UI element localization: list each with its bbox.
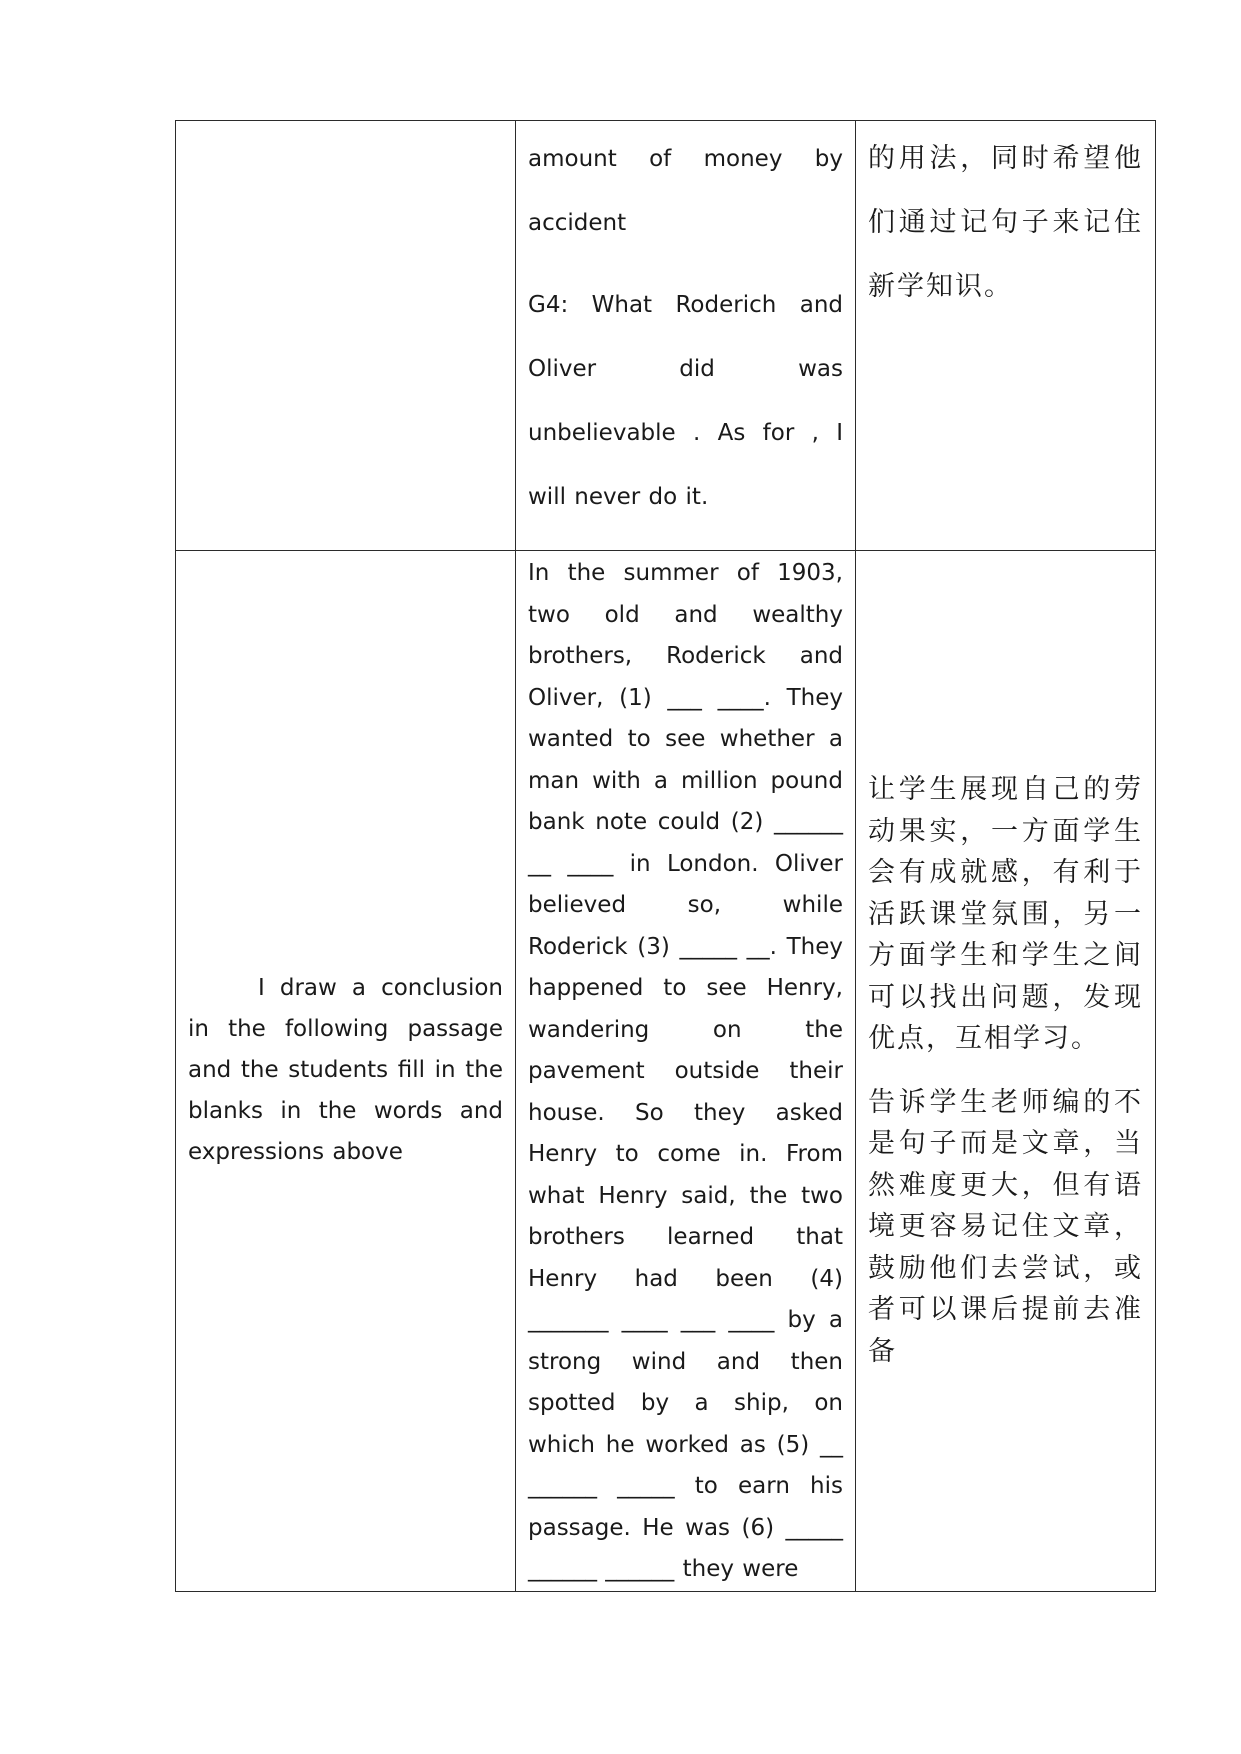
purpose-paragraph: 让学生展现自己的劳动果实，一方面学生会有成就感，有利于活跃课堂氛围，另一方面学生和学生之间可以找出问题，发现优点，互相学习。 <box>868 774 1143 1055</box>
purpose-paragraph: 的用法，同时希望他们通过记句子来记住新学知识。 <box>868 143 1143 302</box>
content-paragraph: amount of money by accident <box>528 146 843 236</box>
lesson-plan-table <box>175 120 1156 1592</box>
table-row <box>176 121 1156 551</box>
procedure-text: I draw a conclusion in the following passage and the students fill in the blanks in the words and expressions above <box>188 975 503 1166</box>
purpose-cell <box>856 121 1156 551</box>
content-cell <box>516 121 856 551</box>
content-cell <box>516 551 856 1592</box>
fill-in-passage: In the summer of 1903, two old and wealthy brothers, Roderick and Oliver, (1) ___ ____. They wanted to see whether a man with a million pound bank note could (2) ______ __ ____ in London. Oliver believed so, while Roderick (3) _____ __. They happened to see Henry, wandering on the pavement outside their house. So they asked Henry to come in. From what Henry said, the two brothers learned that Henry had been (4) _______ ____ ___ ____ by a strong wind and then spotted by a ship, on which he worked as (5) __ ______ _____ to earn his passage. He was (6) _____ ______ ______ they were <box>528 560 843 1582</box>
content-paragraph: G4: What Roderich and Oliver did was unbelievable . As for , I will never do it. <box>528 292 843 510</box>
procedure-cell <box>176 121 516 551</box>
purpose-paragraph: 告诉学生老师编的不是句子而是文章，当然难度更大，但有语境更容易记住文章，鼓励他们去尝试，或者可以课后提前去准备 <box>868 1086 1143 1367</box>
table-row <box>176 551 1156 1592</box>
procedure-cell <box>176 551 516 1592</box>
purpose-cell <box>856 551 1156 1592</box>
